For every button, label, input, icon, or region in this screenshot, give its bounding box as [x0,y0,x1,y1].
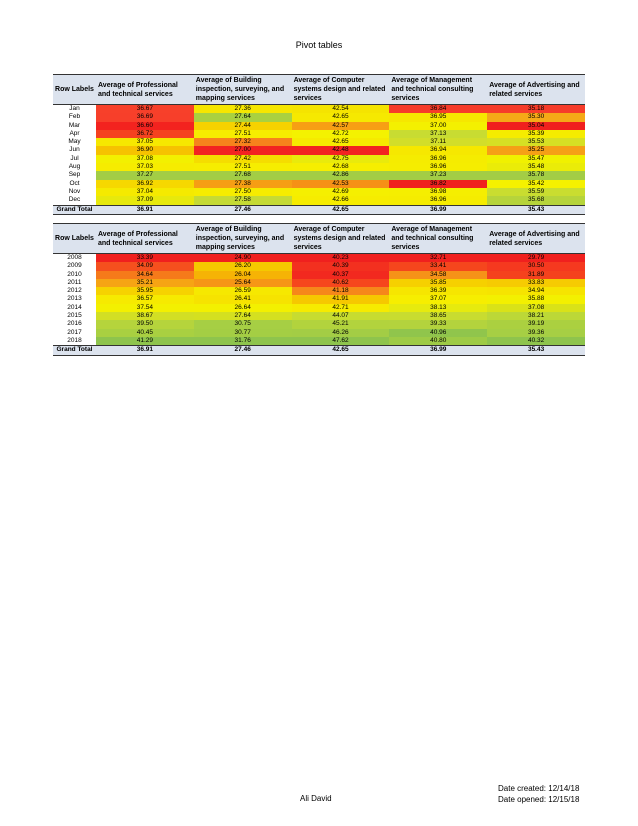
value-cell: 34.94 [487,287,585,295]
value-cell: 35.04 [487,122,585,130]
value-cell: 35.95 [96,287,194,295]
table-row [53,196,585,205]
value-cell: 40.39 [292,262,390,270]
row-label: Mar [53,122,96,130]
value-cell: 33.41 [389,262,487,270]
row-label: Dec [53,196,96,205]
value-cell: 27.64 [194,312,292,320]
value-cell: 26.64 [194,304,292,312]
table-row [53,337,585,346]
value-cell: 30.50 [487,262,585,270]
table-row [53,312,585,320]
value-cell: 37.03 [96,163,194,171]
column-header: Average of Professional and technical services [96,75,194,105]
grand-total-label: Grand Total [53,346,96,355]
value-cell: 41.29 [96,337,194,346]
value-cell: 35.68 [487,196,585,205]
table-row [53,155,585,163]
table-row [53,105,585,114]
date-opened: Date opened: 12/15/18 [498,795,580,804]
column-header: Average of Professional and technical services [96,224,194,254]
value-cell: 46.26 [292,329,390,337]
table-header-row [53,75,585,105]
value-cell: 40.96 [389,329,487,337]
row-label: 2010 [53,271,96,279]
value-cell: 40.80 [389,337,487,346]
value-cell: 32.71 [389,254,487,263]
value-cell: 37.09 [96,196,194,205]
value-cell: 36.82 [389,180,487,188]
grand-total-cell: 36.91 [96,346,194,355]
table-row [53,180,585,188]
value-cell: 38.65 [389,312,487,320]
table-row [53,138,585,146]
value-cell: 30.75 [194,320,292,328]
value-cell: 40.32 [487,337,585,346]
value-cell: 37.23 [389,171,487,179]
value-cell: 33.39 [96,254,194,263]
value-cell: 35.78 [487,171,585,179]
value-cell: 27.00 [194,146,292,154]
value-cell: 35.21 [96,279,194,287]
value-cell: 35.42 [487,180,585,188]
value-cell: 37.54 [96,304,194,312]
row-label: Oct [53,180,96,188]
value-cell: 37.05 [96,138,194,146]
value-cell: 42.65 [292,138,390,146]
value-cell: 42.48 [292,146,390,154]
row-label: Apr [53,130,96,138]
table-row [53,295,585,303]
value-cell: 42.68 [292,163,390,171]
value-cell: 42.69 [292,188,390,196]
value-cell: 35.59 [487,188,585,196]
row-label: Jun [53,146,96,154]
row-label: Aug [53,163,96,171]
value-cell: 37.27 [96,171,194,179]
value-cell: 26.04 [194,271,292,279]
table-row [53,271,585,279]
value-cell: 37.11 [389,138,487,146]
value-cell: 35.85 [389,279,487,287]
value-cell: 27.51 [194,130,292,138]
value-cell: 42.57 [292,122,390,130]
value-cell: 42.53 [292,180,390,188]
value-cell: 27.32 [194,138,292,146]
value-cell: 37.13 [389,130,487,138]
value-cell: 27.51 [194,163,292,171]
column-header: Average of Management and technical consulting services [389,75,487,105]
value-cell: 37.07 [389,295,487,303]
row-label: Feb [53,113,96,121]
value-cell: 35.53 [487,138,585,146]
value-cell: 31.89 [487,271,585,279]
value-cell: 34.09 [96,262,194,270]
value-cell: 45.21 [292,320,390,328]
value-cell: 36.92 [96,180,194,188]
value-cell: 42.54 [292,105,390,114]
table-row [53,329,585,337]
yearly-pivot-table [53,223,585,356]
value-cell: 40.23 [292,254,390,263]
value-cell: 33.83 [487,279,585,287]
value-cell: 36.69 [96,113,194,121]
date-created: Date created: 12/14/18 [498,784,580,793]
page-title: Pivot tables [295,40,343,50]
value-cell: 36.95 [389,113,487,121]
row-label: 2008 [53,254,96,263]
row-label: 2014 [53,304,96,312]
value-cell: 25.64 [194,279,292,287]
value-cell: 27.38 [194,180,292,188]
value-cell: 36.67 [96,105,194,114]
value-cell: 42.86 [292,171,390,179]
value-cell: 26.20 [194,262,292,270]
value-cell: 36.39 [389,287,487,295]
value-cell: 35.39 [487,130,585,138]
column-header: Average of Building inspection, surveying, and mapping services [194,75,292,105]
table-row [53,320,585,328]
value-cell: 40.45 [96,329,194,337]
grand-total-cell: 27.46 [194,205,292,214]
row-label: Jul [53,155,96,163]
value-cell: 36.94 [389,146,487,154]
value-cell: 47.62 [292,337,390,346]
value-cell: 35.30 [487,113,585,121]
value-cell: 39.50 [96,320,194,328]
value-cell: 36.96 [389,163,487,171]
grand-total-label: Grand Total [53,205,96,214]
value-cell: 35.88 [487,295,585,303]
value-cell: 37.08 [487,304,585,312]
value-cell: 36.96 [389,196,487,205]
value-cell: 38.13 [389,304,487,312]
value-cell: 24.90 [194,254,292,263]
table-row [53,122,585,130]
value-cell: 35.25 [487,146,585,154]
value-cell: 42.72 [292,130,390,138]
row-label: Sep [53,171,96,179]
column-header: Average of Management and technical consulting services [389,224,487,254]
table-row [53,188,585,196]
table-header-row [53,224,585,254]
value-cell: 39.36 [487,329,585,337]
row-label: 2018 [53,337,96,346]
value-cell: 36.84 [389,105,487,114]
table-row [53,279,585,287]
table-row [53,287,585,295]
grand-total-cell: 36.99 [389,346,487,355]
value-cell: 42.71 [292,304,390,312]
row-label: May [53,138,96,146]
value-cell: 35.48 [487,163,585,171]
value-cell: 35.47 [487,155,585,163]
value-cell: 27.64 [194,113,292,121]
value-cell: 27.68 [194,171,292,179]
column-header: Average of Computer systems design and related services [292,224,390,254]
grand-total-cell: 35.43 [487,346,585,355]
grand-total-cell: 42.65 [292,346,390,355]
value-cell: 36.96 [389,155,487,163]
table-row [53,163,585,171]
value-cell: 42.66 [292,196,390,205]
value-cell: 39.19 [487,320,585,328]
table-row [53,146,585,154]
value-cell: 39.33 [389,320,487,328]
value-cell: 42.65 [292,113,390,121]
row-labels-header[interactable]: Row Labels [53,224,96,254]
row-label: 2017 [53,329,96,337]
value-cell: 31.76 [194,337,292,346]
value-cell: 41.18 [292,287,390,295]
row-label: 2015 [53,312,96,320]
value-cell: 36.57 [96,295,194,303]
value-cell: 26.41 [194,295,292,303]
value-cell: 36.60 [96,122,194,130]
value-cell: 36.90 [96,146,194,154]
grand-total-cell: 42.65 [292,205,390,214]
table-row [53,254,585,263]
value-cell: 27.36 [194,105,292,114]
value-cell: 27.58 [194,196,292,205]
table-row [53,130,585,138]
grand-total-cell: 36.99 [389,205,487,214]
value-cell: 37.04 [96,188,194,196]
value-cell: 41.91 [292,295,390,303]
column-header: Average of Advertising and related services [487,224,585,254]
footer-dates [498,783,579,805]
table-row [53,304,585,312]
row-labels-header[interactable]: Row Labels [53,75,96,105]
row-label: 2011 [53,279,96,287]
row-label: Jan [53,105,96,114]
value-cell: 37.00 [389,122,487,130]
row-label: 2009 [53,262,96,270]
row-label: 2013 [53,295,96,303]
value-cell: 44.07 [292,312,390,320]
table-row [53,262,585,270]
value-cell: 34.64 [96,271,194,279]
grand-total-row [53,205,585,214]
author-name: Ali David [300,794,332,803]
column-header: Average of Advertising and related services [487,75,585,105]
value-cell: 38.21 [487,312,585,320]
value-cell: 26.59 [194,287,292,295]
table-row [53,113,585,121]
table-row [53,171,585,179]
value-cell: 42.75 [292,155,390,163]
value-cell: 30.77 [194,329,292,337]
grand-total-cell: 35.43 [487,205,585,214]
value-cell: 27.42 [194,155,292,163]
value-cell: 29.79 [487,254,585,263]
value-cell: 34.58 [389,271,487,279]
value-cell: 37.08 [96,155,194,163]
value-cell: 36.72 [96,130,194,138]
grand-total-cell: 36.91 [96,205,194,214]
value-cell: 36.98 [389,188,487,196]
value-cell: 40.62 [292,279,390,287]
value-cell: 40.37 [292,271,390,279]
column-header: Average of Building inspection, surveying, and mapping services [194,224,292,254]
row-label: 2012 [53,287,96,295]
value-cell: 27.44 [194,122,292,130]
value-cell: 27.50 [194,188,292,196]
value-cell: 35.18 [487,105,585,114]
column-header: Average of Computer systems design and related services [292,75,390,105]
monthly-pivot-table [53,74,585,215]
value-cell: 38.67 [96,312,194,320]
row-label: Nov [53,188,96,196]
row-label: 2016 [53,320,96,328]
grand-total-cell: 27.46 [194,346,292,355]
grand-total-row [53,346,585,355]
